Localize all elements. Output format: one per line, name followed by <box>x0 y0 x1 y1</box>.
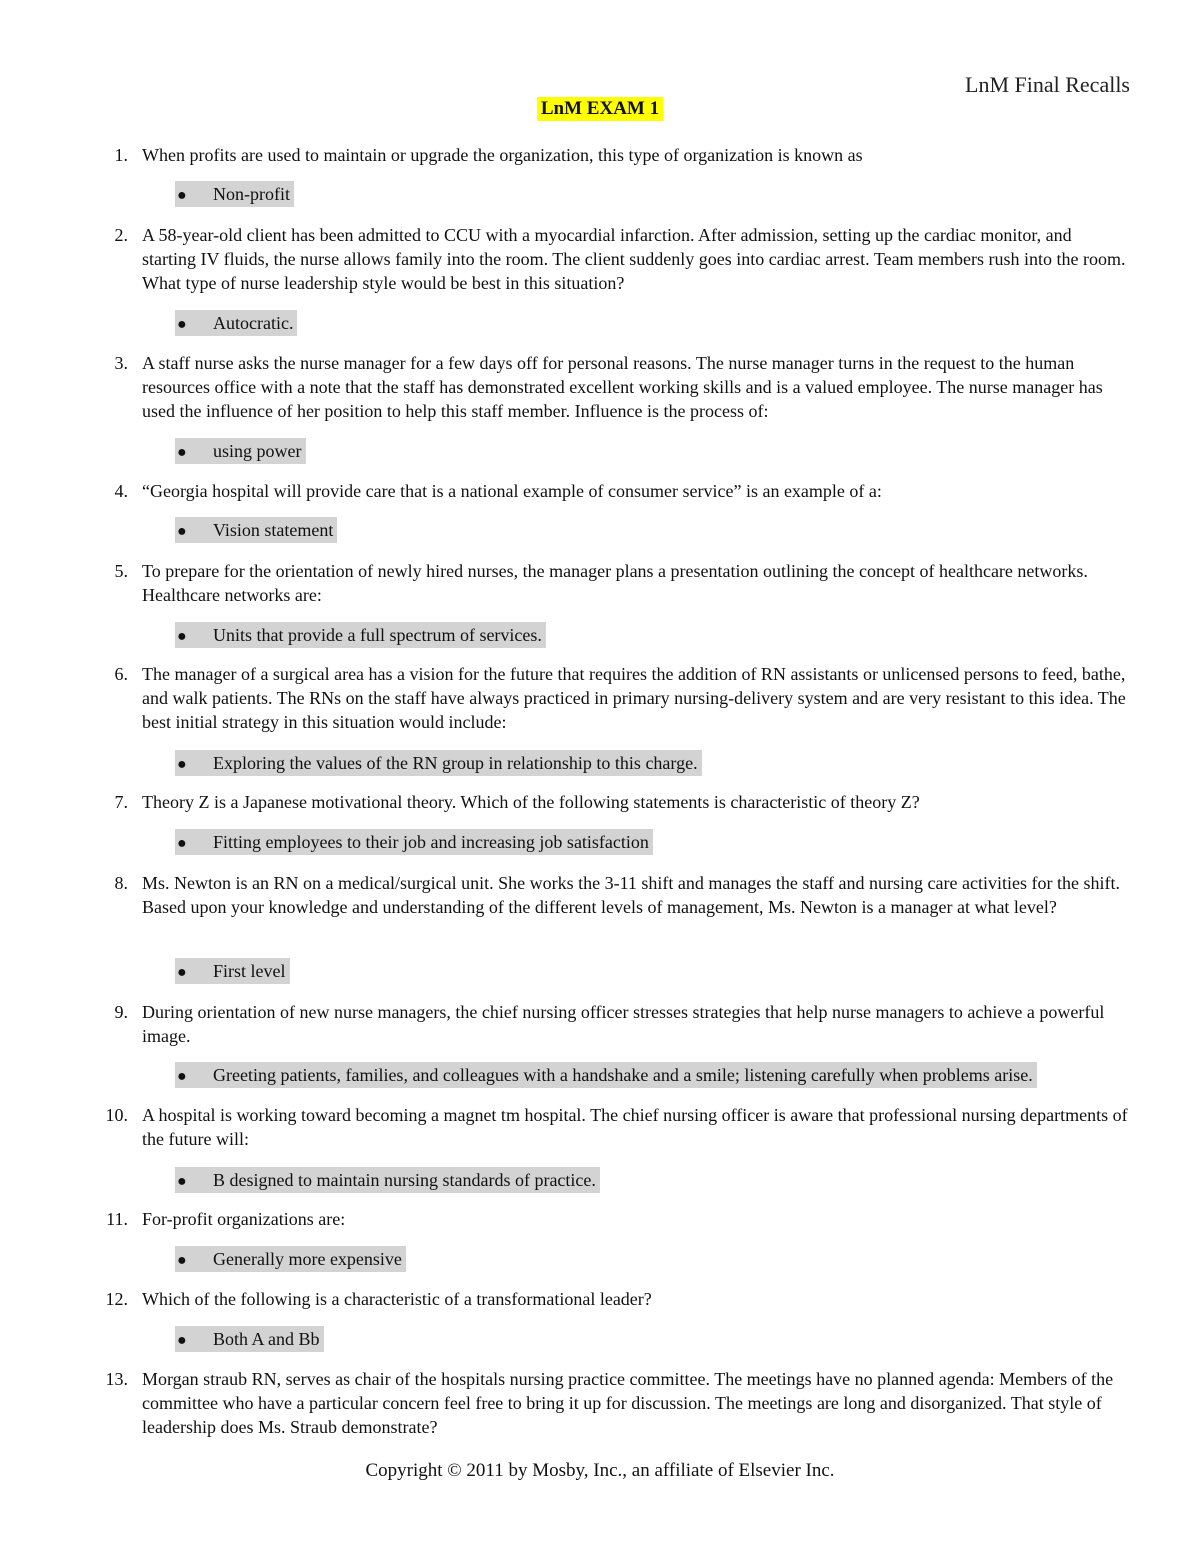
answer-text: Units that provide a full spectrum of services. <box>213 625 542 645</box>
question-number: 13. <box>105 1369 128 1389</box>
question-text: A staff nurse asks the nurse manager for a few days off for personal reasons. The nurse manager turns in the request to the human resources office with a note that the staff has demonstrated excellent working skills and is a valued employee. The nurse manager has used the influence of her position to help this staff member. Influence is the process of: <box>142 353 1103 421</box>
answer-11 <box>175 1246 406 1272</box>
question-7 <box>100 790 1130 814</box>
answer-text: Vision statement <box>213 520 334 540</box>
copyright-footer: Copyright © 2011 by Mosby, Inc., an affiliate of Elsevier Inc. <box>365 1460 835 1481</box>
answer-4 <box>175 517 337 543</box>
question-8 <box>100 871 1130 919</box>
question-number: 9. <box>114 1002 128 1022</box>
answer-text: Fitting employees to their job and increasing job satisfaction <box>213 832 649 852</box>
question-text: “Georgia hospital will provide care that is a national example of consumer service” is an example of a: <box>142 481 882 501</box>
answer-text: Both A and Bb <box>213 1329 320 1349</box>
question-number: 12. <box>105 1289 128 1309</box>
question-5 <box>100 559 1130 607</box>
bullet-icon: ● <box>177 444 187 461</box>
bullet-icon: ● <box>177 835 187 852</box>
answer-3 <box>175 438 306 464</box>
answer-text: using power <box>213 441 302 461</box>
question-number: 5. <box>114 561 128 581</box>
bullet-icon: ● <box>177 316 187 333</box>
question-4 <box>100 479 1130 503</box>
answer-9 <box>175 1062 1037 1088</box>
question-2 <box>100 223 1130 295</box>
question-number: 11. <box>106 1209 128 1229</box>
question-1 <box>100 143 1130 167</box>
answer-text: Non-profit <box>213 184 290 204</box>
question-text: During orientation of new nurse managers, the chief nursing officer stresses strategies that help nurse managers to achieve a powerful image. <box>142 1002 1105 1046</box>
bullet-icon: ● <box>177 523 187 540</box>
question-number: 6. <box>114 664 128 684</box>
question-text: The manager of a surgical area has a vision for the future that requires the addition of RN assistants or unlicensed persons to feed, bathe, and walk patients. The RNs on the staff have always practiced in primary nursing-delivery system and are very resistant to this idea. The best initial strategy in this situation would include: <box>142 664 1126 732</box>
question-number: 7. <box>114 792 128 812</box>
question-number: 8. <box>114 873 128 893</box>
bullet-icon: ● <box>177 756 187 773</box>
bullet-icon: ● <box>177 1252 187 1269</box>
page-title: LnM EXAM 1 <box>537 97 663 121</box>
running-header: LnM Final Recalls <box>965 72 1130 97</box>
question-text: A hospital is working toward becoming a magnet tm hospital. The chief nursing officer is aware that professional nursing departments of the future will: <box>142 1105 1128 1149</box>
question-text: Ms. Newton is an RN on a medical/surgical unit. She works the 3-11 shift and manages the staff and nursing care activities for the shift. Based upon your knowledge and understanding of the different levels of management, Ms. Newton is a manager at what level? <box>142 873 1120 917</box>
bullet-icon: ● <box>177 1332 187 1349</box>
answer-6 <box>175 750 702 776</box>
question-number: 10. <box>105 1105 128 1125</box>
bullet-icon: ● <box>177 628 187 645</box>
question-text: To prepare for the orientation of newly hired nurses, the manager plans a presentation outlining the concept of healthcare networks. Healthcare networks are: <box>142 561 1088 605</box>
question-number: 2. <box>114 225 128 245</box>
answer-text: B designed to maintain nursing standards of practice. <box>213 1170 596 1190</box>
question-11 <box>100 1207 1130 1231</box>
bullet-icon: ● <box>177 1068 187 1085</box>
question-text: Morgan straub RN, serves as chair of the hospitals nursing practice committee. The meetings have no planned agenda: Members of the committee who have a particular concern feel free to bring it up for discussion. The meetings are long and disorganized. That style of leadership does Ms. Straub demonstrate? <box>142 1369 1114 1437</box>
answer-text: Exploring the values of the RN group in relationship to this charge. <box>213 753 698 773</box>
question-13 <box>100 1367 1130 1439</box>
bullet-icon: ● <box>177 964 187 981</box>
question-3 <box>100 351 1130 423</box>
question-text: Theory Z is a Japanese motivational theory. Which of the following statements is characteristic of theory Z? <box>142 792 920 812</box>
question-text: A 58-year-old client has been admitted to CCU with a myocardial infarction. After admission, setting up the cardiac monitor, and starting IV fluids, the nurse allows family into the room. The client suddenly goes into cardiac arrest. Team members rush into the room. What type of nurse leadership style would be best in this situation? <box>142 225 1126 293</box>
answer-2 <box>175 310 297 336</box>
question-10 <box>100 1103 1130 1151</box>
question-text: Which of the following is a characteristic of a transformational leader? <box>142 1289 652 1309</box>
answer-12 <box>175 1326 324 1352</box>
question-text: When profits are used to maintain or upgrade the organization, this type of organization is known as <box>142 145 863 165</box>
answer-5 <box>175 622 546 648</box>
question-12 <box>100 1287 1130 1311</box>
question-6 <box>100 662 1130 734</box>
question-number: 3. <box>114 353 128 373</box>
answer-1 <box>175 181 294 207</box>
question-9 <box>100 1000 1130 1048</box>
answer-8 <box>175 958 290 984</box>
answer-10 <box>175 1167 600 1193</box>
answer-text: First level <box>213 961 286 981</box>
question-number: 4. <box>114 481 128 501</box>
question-number: 1. <box>114 145 128 165</box>
answer-text: Greeting patients, families, and colleagues with a handshake and a smile; listening carefully when problems arise. <box>213 1065 1033 1085</box>
answer-text: Autocratic. <box>213 313 294 333</box>
bullet-icon: ● <box>177 187 187 204</box>
answer-7 <box>175 829 653 855</box>
question-text: For-profit organizations are: <box>142 1209 346 1229</box>
bullet-icon: ● <box>177 1173 187 1190</box>
answer-text: Generally more expensive <box>213 1249 402 1269</box>
